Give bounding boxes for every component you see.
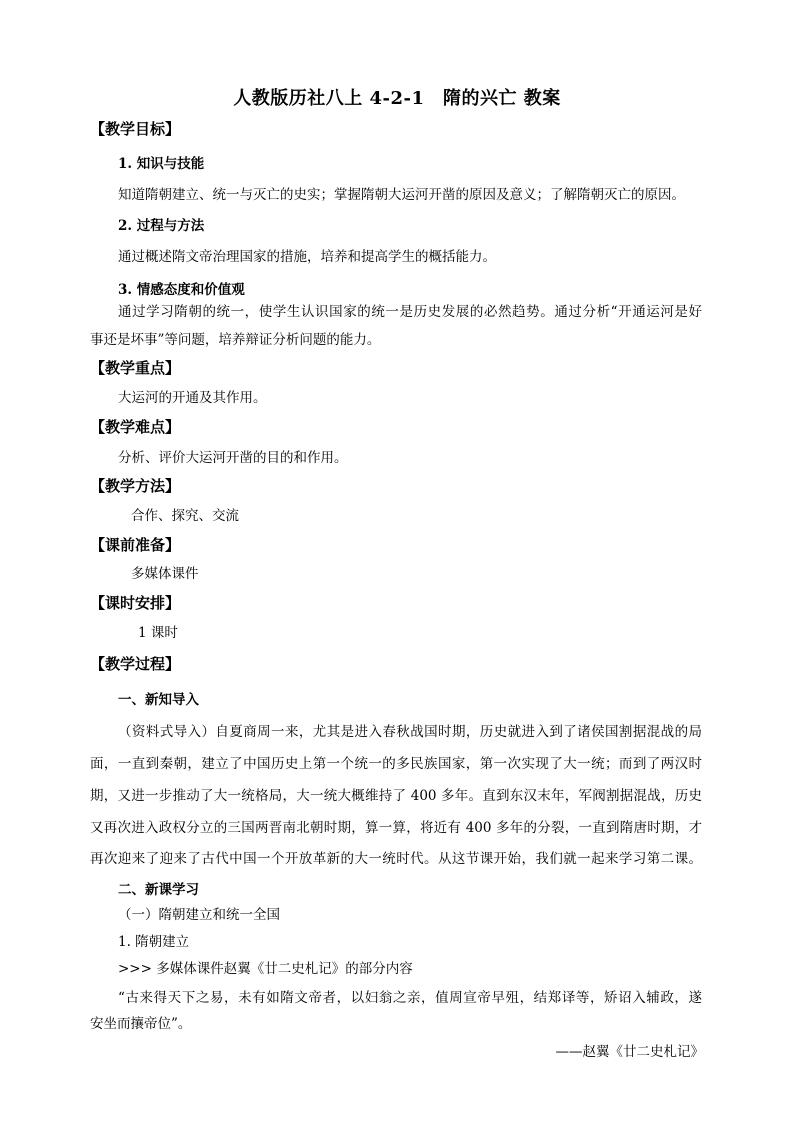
document-title: 人教版历社八上 4-2-1 隋的兴亡 教案 [233,88,561,109]
heading-key-points: 【教学重点】 [90,359,181,377]
process-part2-title: 二、新课学习 [118,882,199,898]
preparation-text: 多媒体课件 [131,566,199,582]
process-part1-line-1: （资料式导入）自夏商周一来，尤其是进入春秋战国时期，历史就进入到了诸侯国割据混战的局 [118,724,702,740]
process-item-1: 1. 隋朝建立 [118,934,190,950]
process-part1-line-5: 再次迎来了迎来了古代中国一个开放革新的大一统时代。从这节课开始，我们就一起来学习第二课。 [90,851,702,867]
difficulties-text: 分析、评价大运河开凿的目的和作用。 [118,450,348,466]
goal-text-process: 通过概述隋文帝治理国家的措施，培养和提高学生的概括能力。 [118,249,496,265]
goal-sub-process: 2. 过程与方法 [118,218,205,234]
goal-text-attitude-line2: 事还是坏事”等问题，培养辩证分析问题的能力。 [90,332,381,348]
media-note: >>> 多媒体课件赵翼《廿二史札记》的部分内容 [118,961,413,977]
heading-preparation: 【课前准备】 [90,536,181,554]
methods-text: 合作、探究、交流 [131,508,239,524]
quote-line-2: 安坐而攘帝位”。 [90,1016,192,1032]
heading-teaching-goals: 【教学目标】 [90,120,181,138]
goal-text-knowledge: 知道隋朝建立、统一与灭亡的史实；掌握隋朝大运河开凿的原因及意义；了解隋朝灭亡的原因。 [118,187,685,203]
process-part1-title: 一、新知导入 [118,692,199,708]
process-part2-subtitle: （一）隋朝建立和统一全国 [118,907,280,923]
process-part1-line-3: 期，又进一步推动了大一统格局，大一统大概维持了 400 多年。直到东汉末年，军阀割据混战，历史 [90,788,702,804]
process-part1-line-4: 又再次进入政权分立的三国两晋南北朝时期，算一算，将近有 400 多年的分裂，一直到隋唐时期，才 [90,820,702,836]
goal-sub-knowledge: 1. 知识与技能 [118,156,205,172]
heading-process: 【教学过程】 [90,655,181,673]
quote-source: ——赵翼《廿二史札记》 [555,1044,704,1060]
key-points-text: 大运河的开通及其作用。 [118,390,267,406]
heading-difficulties: 【教学难点】 [90,418,181,436]
goal-sub-attitude: 3. 情感态度和价值观 [118,282,245,298]
heading-schedule: 【课时安排】 [90,594,181,612]
heading-methods: 【教学方法】 [90,477,181,495]
schedule-text: 1 课时 [138,625,178,641]
goal-text-attitude-line1: 通过学习隋朝的统一，使学生认识国家的统一是历史发展的必然趋势。通过分析“开通运河是好 [118,304,702,320]
quote-line-1: “古来得天下之易，未有如隋文帝者，以妇翁之亲，值周宣帝早殂，结郑译等，矫诏入辅政，遂 [118,990,702,1006]
process-part1-line-2: 面，一直到秦朝，建立了中国历史上第一个统一的多民族国家，第一次实现了大一统；而到了两汉时 [90,756,702,772]
